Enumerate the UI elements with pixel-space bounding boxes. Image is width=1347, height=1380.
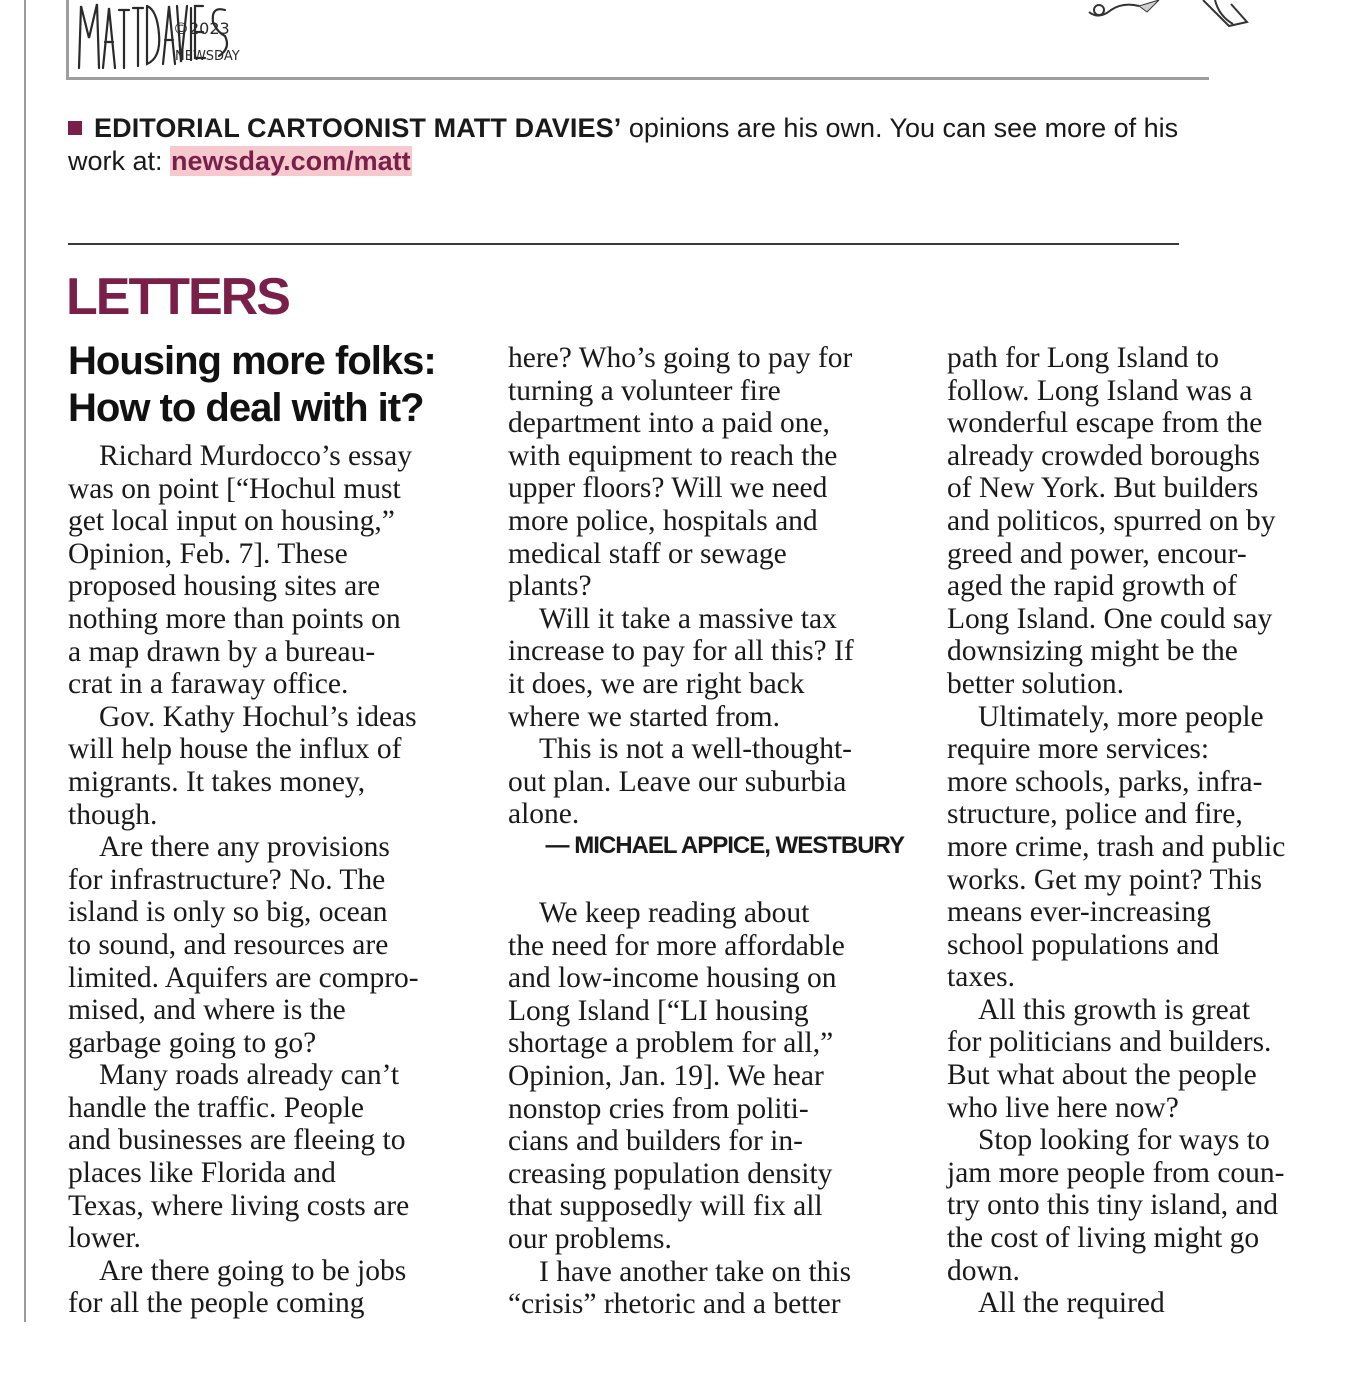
text-line: “crisis” rhetoric and a better [508,1288,841,1321]
text-line: But what about the people [947,1059,1257,1092]
text-line: mised, and where is the [68,994,346,1027]
text-line: try onto this tiny island, and [947,1189,1279,1222]
text-line: proposed housing sites are [68,570,381,603]
cartoon-illustration-fragment [1019,0,1259,41]
text-line: turning a volunteer fire [508,374,781,407]
text-line: and low-income housing on [508,962,837,995]
text-line: downsizing might be the [947,635,1238,668]
text-line: though. [68,798,158,831]
text-line: who live here now? [947,1091,1179,1124]
text-line: All this growth is great [978,993,1251,1026]
text-line: Many roads already can’t [99,1059,400,1092]
text-line: Gov. Kathy Hochul’s ideas [99,700,417,733]
text-line: alone. [508,798,580,831]
text-line: Stop looking for ways to [978,1124,1270,1157]
svg-text:©2023: ©2023 [173,19,230,38]
text-line: migrants. It takes money, [68,765,366,798]
text-line: works. Get my point? This [947,863,1262,896]
section-divider [68,243,1179,245]
text-line: nothing more than points on [68,602,401,635]
text-line: school populations and [947,928,1220,961]
text-line: follow. Long Island was a [947,374,1253,407]
text-line: where we started from. [508,700,780,733]
text-line: wonderful escape from the [947,407,1263,440]
text-line: better solution. [947,667,1124,700]
text-line: garbage going to go? [68,1026,317,1059]
text-line: limited. Aquifers are compro- [68,961,419,994]
text-line: the need for more affordable [508,929,845,962]
text-line: that supposedly will fix all [508,1190,823,1223]
text-line: a map drawn by a bureau- [68,635,376,668]
text-line: to sound, and resources are [68,928,389,961]
text-line: This is not a well-thought- [539,733,852,766]
text-line: All the required [978,1287,1165,1320]
bullet-square-icon [68,121,82,135]
text-line: jam more people from coun- [947,1156,1285,1189]
text-line: Long Island. One could say [947,602,1273,635]
text-line: island is only so big, ocean [68,896,388,929]
text-line: and politicos, spurred on by [947,504,1276,537]
text-line: path for Long Island to [947,342,1219,374]
text-line: taxes. [947,961,1015,994]
text-line: means ever-increasing [947,896,1211,929]
text-line: increase to pay for all this? If [508,635,854,668]
text-line: for all the people coming [68,1287,365,1320]
section-title: LETTERS [66,268,289,326]
text-line: it does, we are right back [508,667,805,700]
text-line: here? Who’s going to pay for [508,342,853,374]
text-line: Texas, where living costs are [68,1189,410,1222]
letter-signoff: — MICHAEL APPICE, WESTBURY [545,832,904,859]
text-line: out plan. Leave our suburbia [508,765,847,798]
text-line: for infrastructure? No. The [68,863,386,896]
text-line: I have another take on this [539,1255,852,1288]
credit-line2: work at: [68,146,171,176]
text-line: our problems. [508,1222,672,1255]
text-line: Will it take a massive tax [539,602,837,635]
text-line: of New York. But builders [947,472,1259,505]
letter-column-3 [947,342,1347,1320]
text-line: for politicians and builders. [947,1026,1272,1059]
text-line: was on point [“Hochul must [68,472,401,505]
text-line: crat in a faraway office. [68,668,349,701]
text-line: places like Florida and [68,1157,336,1190]
letter-column-2 [508,342,908,831]
text-line: down. [947,1254,1020,1287]
text-line: cians and builders for in- [508,1125,803,1158]
text-line: creasing population density [508,1157,833,1190]
editorial-cartoon [66,0,1209,80]
letter-headline: Housing more folks: How to deal with it? [68,339,436,430]
text-line: will help house the influx of [68,733,402,766]
text-line: greed and power, encour- [947,537,1247,570]
text-line: aged the rapid growth of [947,570,1237,603]
text-line: Opinion, Jan. 19]. We hear [508,1059,824,1092]
cartoonist-link[interactable]: newsday.com/matt [171,146,411,176]
text-line: department into a paid one, [508,407,830,440]
text-line: plants? [508,570,592,603]
text-line: the cost of living might go [947,1222,1260,1255]
text-line: shortage a problem for all,” [508,1027,834,1060]
credit-text: opinions are his own. You can see more of his [621,113,1179,143]
cartoonist-credit [68,112,1268,178]
text-line: more schools, parks, infra- [947,765,1263,798]
text-line: with equipment to reach the [508,439,838,472]
text-line: medical staff or sewage [508,537,787,570]
svg-text:NEWSDAY: NEWSDAY [175,49,240,64]
credit-lead: EDITORIAL CARTOONIST MATT DAVIES’ [94,113,622,143]
text-line: nonstop cries from politi- [508,1092,809,1125]
text-line: and businesses are fleeing to [68,1124,406,1157]
text-line: Are there going to be jobs [99,1254,407,1287]
text-line: Opinion, Feb. 7]. These [68,537,348,570]
text-line: Richard Murdocco’s essay [99,440,412,472]
text-line: lower. [68,1222,141,1255]
text-line: already crowded boroughs [947,439,1260,472]
text-line: more crime, trash and public [947,830,1286,863]
letter-column-2-second-letter [508,897,908,1321]
cartoonist-signature [75,0,245,79]
text-line: get local input on housing,” [68,505,395,538]
text-line: Are there any provisions [99,831,390,864]
text-line: more police, hospitals and [508,504,818,537]
text-line: require more services: [947,733,1210,766]
letter-column-1 [68,440,468,1320]
text-line: upper floors? Will we need [508,472,828,505]
text-line: Ultimately, more people [978,700,1264,733]
text-line: handle the traffic. People [68,1091,364,1124]
page-margin-rule [24,0,26,1322]
text-line: We keep reading about [539,897,810,929]
text-line: Long Island [“LI housing [508,994,809,1027]
text-line: structure, police and fire, [947,798,1243,831]
